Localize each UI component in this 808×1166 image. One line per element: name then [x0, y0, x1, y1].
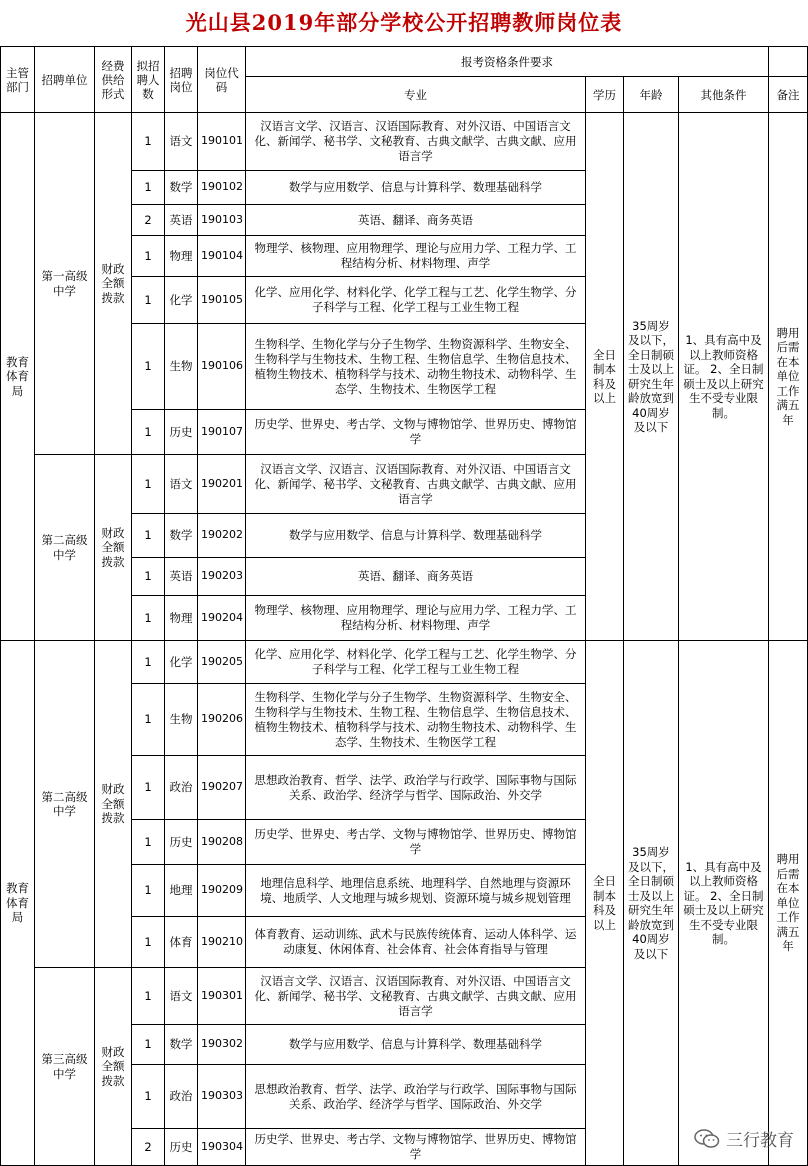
age-cell: 35周岁及以下，全日制硕士及以上研究生年龄放宽到40周岁及以下	[624, 113, 679, 641]
major-cell: 数学与应用数学、信息与计算科学、数理基础科学	[246, 514, 586, 558]
age-cell: 35周岁及以下，全日制硕士及以上研究生年龄放宽到40周岁及以下	[624, 641, 679, 1166]
header-dept: 主管部门	[1, 47, 35, 113]
code-cell: 190107	[198, 410, 246, 455]
num-cell: 1	[132, 968, 165, 1025]
num-cell: 1	[132, 596, 165, 641]
post-cell: 生物	[165, 324, 198, 410]
post-cell: 历史	[165, 1129, 198, 1166]
header-major: 专业	[246, 77, 586, 113]
code-cell: 190203	[198, 558, 246, 596]
major-cell: 体育教育、运动训练、武术与民族传统体育、运动人体科学、运动康复、休闲体育、社会体育、社会体育指导与管理	[246, 917, 586, 968]
code-cell: 190105	[198, 277, 246, 324]
code-cell: 190209	[198, 865, 246, 917]
post-cell: 数学	[165, 1025, 198, 1065]
other-cell: 1、具有高中及以上教师资格证。 2、全日制硕士及以上研究生不受专业限制。	[679, 113, 769, 641]
post-cell: 数学	[165, 514, 198, 558]
code-cell: 190205	[198, 641, 246, 684]
other-cell: 1、具有高中及以上教师资格证。 2、全日制硕士及以上研究生不受专业限制。	[679, 641, 769, 1166]
code-cell: 190101	[198, 113, 246, 171]
code-cell: 190202	[198, 514, 246, 558]
post-cell: 语文	[165, 968, 198, 1025]
major-cell: 思想政治教育、哲学、法学、政治学与行政学、国际事物与国际关系、政治学、经济学与哲学、国际政治、外交学	[246, 1065, 586, 1129]
post-cell: 语文	[165, 455, 198, 514]
major-cell: 历史学、世界史、考古学、文物与博物馆学、世界历史、博物馆学	[246, 820, 586, 865]
code-cell: 190206	[198, 684, 246, 756]
code-cell: 190208	[198, 820, 246, 865]
table-row	[1, 641, 808, 684]
post-cell: 化学	[165, 641, 198, 684]
num-cell: 1	[132, 514, 165, 558]
post-cell: 语文	[165, 113, 198, 171]
header-fund: 经费供给形式	[95, 47, 132, 113]
fund-cell: 财政全额拨款	[95, 641, 132, 968]
unit-cell: 第二高级中学	[35, 455, 95, 641]
num-cell: 1	[132, 917, 165, 968]
code-cell: 190103	[198, 205, 246, 236]
num-cell: 1	[132, 1025, 165, 1065]
major-cell: 数学与应用数学、信息与计算科学、数理基础科学	[246, 1025, 586, 1065]
num-cell: 1	[132, 455, 165, 514]
num-cell: 1	[132, 641, 165, 684]
num-cell: 1	[132, 277, 165, 324]
wechat-icon	[694, 1129, 720, 1149]
header-blank	[769, 47, 808, 77]
post-cell: 数学	[165, 171, 198, 205]
header-age: 年龄	[624, 77, 679, 113]
dept-cell: 教育体育局	[1, 113, 35, 641]
num-cell: 1	[132, 171, 165, 205]
unit-cell: 第二高级中学	[35, 641, 95, 968]
num-cell: 1	[132, 410, 165, 455]
num-cell: 1	[132, 684, 165, 756]
code-cell: 190207	[198, 756, 246, 820]
num-cell: 1	[132, 820, 165, 865]
post-cell: 化学	[165, 277, 198, 324]
header-num: 拟招聘人数	[132, 47, 165, 113]
major-cell: 英语、翻译、商务英语	[246, 205, 586, 236]
num-cell: 1	[132, 236, 165, 277]
header-req: 报考资格条件要求	[246, 47, 769, 77]
major-cell: 化学、应用化学、材料化学、化学工程与工艺、化学生物学、分子科学与工程、化学工程与工业生物工程	[246, 641, 586, 684]
major-cell: 生物科学、生物化学与分子生物学、生物资源科学、生物安全、生物科学与生物技术、生物工程、生物信息学、生物信息技术、植物生物技术、植物科学与技术、动物生物技术、动物科学、生态学、生物技术、生物医学工程	[246, 324, 586, 410]
num-cell: 1	[132, 113, 165, 171]
unit-cell: 第三高级中学	[35, 968, 95, 1166]
code-cell: 190302	[198, 1025, 246, 1065]
dept-cell: 教育体育局	[1, 641, 35, 1166]
post-cell: 体育	[165, 917, 198, 968]
fund-cell: 财政全额拨款	[95, 113, 132, 455]
watermark-text: 三行教育	[726, 1131, 794, 1151]
num-cell: 1	[132, 558, 165, 596]
num-cell: 1	[132, 756, 165, 820]
code-cell: 190204	[198, 596, 246, 641]
num-cell: 1	[132, 865, 165, 917]
num-cell: 2	[132, 205, 165, 236]
header-code: 岗位代码	[198, 47, 246, 113]
num-cell: 1	[132, 324, 165, 410]
header-edu: 学历	[586, 77, 624, 113]
note-cell: 聘用后需在本单位工作满五年	[769, 113, 808, 641]
post-cell: 英语	[165, 558, 198, 596]
header-post: 招聘岗位	[165, 47, 198, 113]
header-unit: 招聘单位	[35, 47, 95, 113]
code-cell: 190303	[198, 1065, 246, 1129]
major-cell: 汉语言文学、汉语言、汉语国际教育、对外汉语、中国语言文化、新闻学、秘书学、文秘教育、古典文献学、古典文献、应用语言学	[246, 968, 586, 1025]
edu-cell: 全日制本科及以上	[586, 113, 624, 641]
post-cell: 英语	[165, 205, 198, 236]
fund-cell: 财政全额拨款	[95, 968, 132, 1166]
post-cell: 地理	[165, 865, 198, 917]
unit-cell: 第一高级中学	[35, 113, 95, 455]
major-cell: 汉语言文学、汉语言、汉语国际教育、对外汉语、中国语言文化、新闻学、秘书学、文秘教育、古典文献学、古典文献、应用语言学	[246, 455, 586, 514]
code-cell: 190102	[198, 171, 246, 205]
page-title: 光山县2019年部分学校公开招聘教师岗位表	[185, 10, 623, 35]
post-cell: 政治	[165, 1065, 198, 1129]
watermark	[694, 1126, 794, 1151]
major-cell: 历史学、世界史、考古学、文物与博物馆学、世界历史、博物馆学	[246, 410, 586, 455]
code-cell: 190106	[198, 324, 246, 410]
major-cell: 物理学、核物理、应用物理学、理论与应用力学、工程力学、工程结构分析、材料物理、声学	[246, 596, 586, 641]
note-cell: 聘用后需在本单位工作满五年	[769, 641, 808, 1166]
num-cell: 2	[132, 1129, 165, 1166]
code-cell: 190304	[198, 1129, 246, 1166]
post-cell: 历史	[165, 820, 198, 865]
major-cell: 化学、应用化学、材料化学、化学工程与工艺、化学生物学、分子科学与工程、化学工程与工业生物工程	[246, 277, 586, 324]
post-cell: 政治	[165, 756, 198, 820]
code-cell: 190210	[198, 917, 246, 968]
code-cell: 190301	[198, 968, 246, 1025]
post-cell: 生物	[165, 684, 198, 756]
post-cell: 历史	[165, 410, 198, 455]
major-cell: 地理信息科学、地理信息系统、地理科学、自然地理与资源环境、地质学、人文地理与城乡规划、资源环境与城乡规划管理	[246, 865, 586, 917]
code-cell: 190201	[198, 455, 246, 514]
major-cell: 生物科学、生物化学与分子生物学、生物资源科学、生物安全、生物科学与生物技术、生物工程、生物信息学、生物信息技术、植物生物技术、植物科学与技术、动物生物技术、动物科学、生态学、生物技术、生物医学工程	[246, 684, 586, 756]
table-row	[1, 113, 808, 171]
code-cell: 190104	[198, 236, 246, 277]
major-cell: 数学与应用数学、信息与计算科学、数理基础科学	[246, 171, 586, 205]
major-cell: 英语、翻译、商务英语	[246, 558, 586, 596]
fund-cell: 财政全额拨款	[95, 455, 132, 641]
header-note: 备注	[769, 77, 808, 113]
post-cell: 物理	[165, 596, 198, 641]
edu-cell: 全日制本科及以上	[586, 641, 624, 1166]
major-cell: 汉语言文学、汉语言、汉语国际教育、对外汉语、中国语言文化、新闻学、秘书学、文秘教育、古典文献学、古典文献、应用语言学	[246, 113, 586, 171]
header-other: 其他条件	[679, 77, 769, 113]
major-cell: 历史学、世界史、考古学、文物与博物馆学、世界历史、博物馆学	[246, 1129, 586, 1166]
num-cell: 1	[132, 1065, 165, 1129]
post-cell: 物理	[165, 236, 198, 277]
recruitment-table	[0, 46, 808, 1166]
major-cell: 物理学、核物理、应用物理学、理论与应用力学、工程力学、工程结构分析、材料物理、声学	[246, 236, 586, 277]
major-cell: 思想政治教育、哲学、法学、政治学与行政学、国际事物与国际关系、政治学、经济学与哲学、国际政治、外交学	[246, 756, 586, 820]
